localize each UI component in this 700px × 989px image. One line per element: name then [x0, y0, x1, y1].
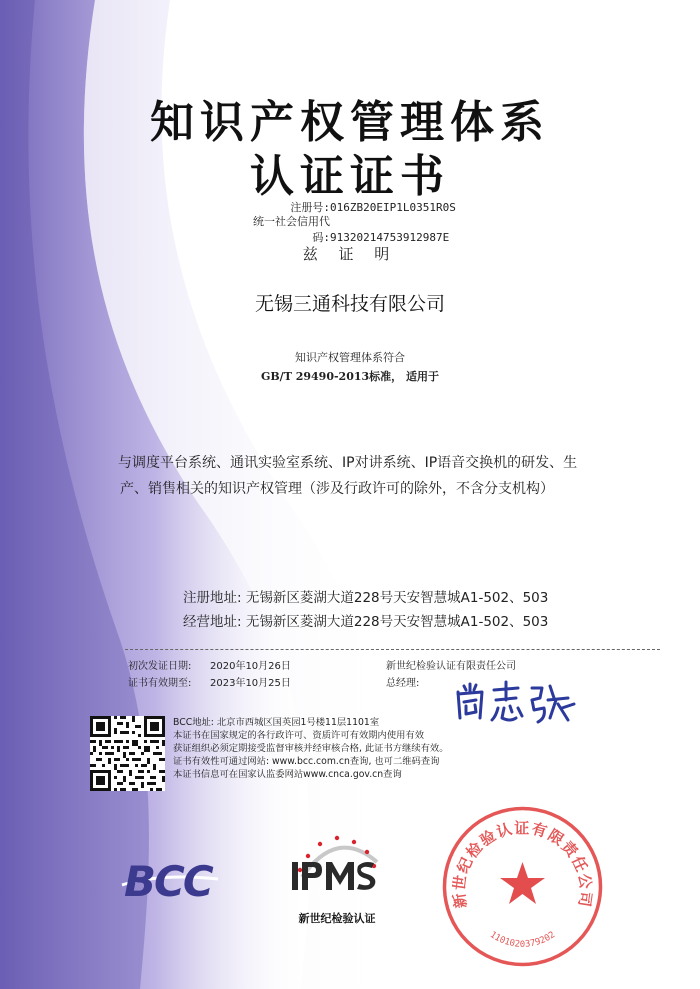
- certificate-title-line2: 认证证书: [250, 151, 450, 202]
- general-manager-label: 总经理:: [386, 678, 420, 689]
- notes-line1: BCC地址: 北京市西城区国英园1号楼11层1101室: [173, 717, 380, 728]
- issue-date: 2020年10月26日: [210, 661, 291, 672]
- expiry-date: 2023年10月25日: [210, 678, 291, 689]
- hereby-certify: 兹 证 明: [302, 245, 398, 263]
- expiry-date-row: [128, 674, 291, 689]
- issuer-org-name: 新世纪检验认证有限责任公司: [386, 661, 516, 672]
- notes-line2: 本证书在国家规定的各行政许可、资质许可有效期内使用有效: [173, 730, 425, 741]
- scope-text: [118, 450, 648, 502]
- bcc-logo-text: BCC: [124, 857, 212, 906]
- operating-address: 无锡新区菱湖大道228号天安智慧城A1-502、503: [245, 614, 549, 630]
- company-name: 无锡三通科技有限公司: [254, 293, 445, 315]
- credit-code-row: [238, 213, 449, 245]
- issue-date-label: 初次发证日期:: [128, 661, 192, 672]
- operating-address-label: 经营地址:: [183, 614, 242, 630]
- ipms-caption: 新世纪检验认证: [298, 912, 376, 925]
- credit-code: 91320214753912987E: [330, 231, 450, 244]
- ipms-logo: [282, 822, 392, 932]
- svg-text:1101020379202: 1101020379202: [487, 930, 558, 950]
- notes-line5: 本证书信息可在国家认监委网站www.cnca.gov.cn查询: [173, 769, 402, 780]
- registered-address-row: [183, 586, 548, 606]
- divider-line: [125, 649, 660, 650]
- registered-address: 无锡新区菱湖大道228号天安智慧城A1-502、503: [245, 590, 549, 606]
- registration-number: 016ZB20EIP1L0351R0S: [330, 201, 456, 214]
- scope-line1: 与调度平台系统、通讯实验室系统、IP对讲系统、IP语音交换机的研发、生: [118, 455, 578, 471]
- conform-line1: 知识产权管理体系符合: [295, 351, 405, 364]
- notes-block: [173, 716, 503, 781]
- svg-text:新世纪检验认证有限责任公司: 新世纪检验认证有限责任公司: [450, 818, 595, 910]
- registration-label: 注册号:: [290, 201, 330, 214]
- operating-address-row: [183, 610, 548, 630]
- certificate-title-line1: 知识产权管理体系: [150, 97, 550, 148]
- company-seal: [440, 804, 605, 969]
- bcc-logo: [120, 855, 220, 905]
- notes-line4: 证书有效性可通过网站: www.bcc.com.cn查询, 也可二维码查询: [173, 756, 440, 767]
- conform-line2: GB/T 29490-2013标准， 适用于: [260, 370, 439, 383]
- scope-line2: 产、销售相关的知识产权管理（涉及行政许可的除外，不含分支机构）: [120, 481, 554, 497]
- registered-address-label: 注册地址:: [183, 590, 242, 606]
- qr-code: [90, 716, 165, 791]
- credit-code-label: 统一社会信用代码:: [253, 215, 330, 244]
- notes-line3: 获证组织必须定期接受监督审核并经审核合格, 此证书方继续有效。: [173, 743, 449, 754]
- expiry-date-label: 证书有效期至:: [128, 678, 192, 689]
- ipms-mark-icon: [282, 822, 392, 907]
- issue-date-row: [128, 657, 291, 672]
